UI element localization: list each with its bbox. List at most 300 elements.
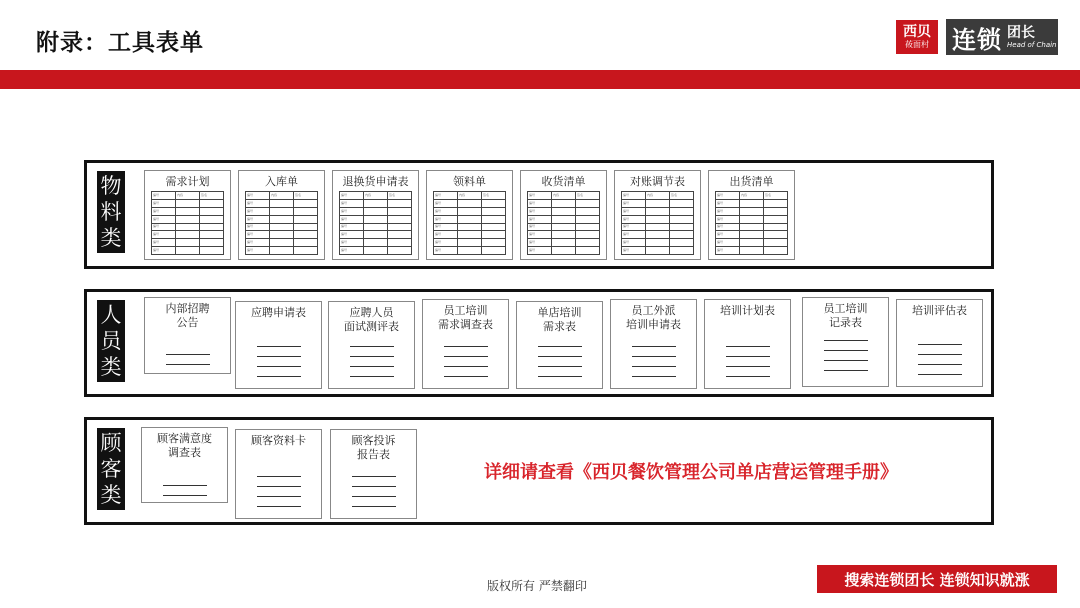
table-cell: 编号 <box>434 231 458 239</box>
section-label-char: 客 <box>100 457 122 481</box>
form-card-title: 单店培训 <box>537 306 582 319</box>
table-row <box>152 239 224 247</box>
table-cell: 编号 <box>434 247 458 255</box>
table-row <box>152 207 224 215</box>
table-cell: 编号 <box>622 199 646 207</box>
table-cell <box>294 223 318 231</box>
table-cell: 编号 <box>246 239 270 247</box>
table-cell <box>458 199 482 207</box>
blank-line <box>538 356 582 357</box>
table-cell: 编号 <box>528 239 552 247</box>
blank-lines <box>142 485 227 505</box>
table-cell: 编号 <box>152 199 176 207</box>
table-cell <box>646 215 670 223</box>
liansuo-logo <box>946 19 1058 55</box>
table-cell: 编号 <box>152 247 176 255</box>
table-row <box>622 215 694 223</box>
mini-table <box>715 191 788 255</box>
table-cell: 编号 <box>622 215 646 223</box>
table-cell <box>482 247 506 255</box>
blank-line <box>257 476 301 477</box>
table-cell: 编号 <box>340 231 364 239</box>
form-card-title: 内部招聘 <box>165 302 210 315</box>
form-card-title: 应聘人员 <box>349 306 394 319</box>
table-cell: 编号 <box>528 247 552 255</box>
table-row <box>340 215 412 223</box>
table-row <box>716 247 788 255</box>
table-cell: 内容 <box>740 192 764 200</box>
table-row <box>622 223 694 231</box>
form-card <box>330 429 417 519</box>
xibei-logo <box>896 20 938 54</box>
table-row <box>716 199 788 207</box>
blank-line <box>918 364 962 365</box>
table-cell: 编号 <box>528 199 552 207</box>
table-cell <box>364 247 388 255</box>
mini-table-grid <box>621 191 694 255</box>
table-row <box>528 215 600 223</box>
blank-lines <box>236 346 321 386</box>
table-cell <box>482 239 506 247</box>
table-cell: 签名 <box>388 192 412 200</box>
table-cell <box>740 199 764 207</box>
table-row <box>152 192 224 200</box>
table-cell <box>294 199 318 207</box>
table-cell <box>646 247 670 255</box>
table-cell <box>270 207 294 215</box>
blank-line <box>632 346 676 347</box>
blank-line <box>824 360 868 361</box>
table-cell: 编号 <box>152 231 176 239</box>
table-cell <box>764 247 788 255</box>
table-cell: 编号 <box>434 192 458 200</box>
xibei-logo-text: 西贝 <box>903 24 931 40</box>
blank-line <box>632 376 676 377</box>
table-cell <box>482 207 506 215</box>
table-cell <box>364 199 388 207</box>
table-cell <box>270 223 294 231</box>
blank-line <box>352 476 396 477</box>
blank-line <box>352 506 396 507</box>
form-card-title: 需求计划 <box>165 175 210 188</box>
table-row <box>434 231 506 239</box>
table-cell <box>764 215 788 223</box>
table-cell <box>576 223 600 231</box>
table-cell <box>270 215 294 223</box>
xibei-logo-subtext: 莜面村 <box>905 40 929 49</box>
blank-line <box>726 366 770 367</box>
table-cell <box>552 247 576 255</box>
table-cell: 编号 <box>434 215 458 223</box>
blank-lines <box>705 346 790 386</box>
table-cell <box>364 215 388 223</box>
table-cell <box>576 247 600 255</box>
table-cell: 编号 <box>246 199 270 207</box>
table-cell: 编号 <box>152 223 176 231</box>
table-cell <box>458 207 482 215</box>
form-card <box>144 170 231 260</box>
blank-line <box>350 376 394 377</box>
blank-line <box>632 356 676 357</box>
table-row <box>528 192 600 200</box>
table-cell <box>176 239 200 247</box>
table-row <box>246 207 318 215</box>
table-cell: 内容 <box>458 192 482 200</box>
table-row <box>340 239 412 247</box>
table-cell <box>200 247 224 255</box>
table-cell <box>200 215 224 223</box>
table-cell <box>200 223 224 231</box>
table-cell <box>552 199 576 207</box>
table-cell <box>764 239 788 247</box>
form-card-title: 领料单 <box>453 175 486 188</box>
blank-line <box>257 356 301 357</box>
table-cell: 编号 <box>716 207 740 215</box>
table-cell: 编号 <box>152 207 176 215</box>
table-cell: 编号 <box>622 231 646 239</box>
table-cell <box>458 231 482 239</box>
blank-line <box>918 374 962 375</box>
blank-line <box>726 376 770 377</box>
table-cell: 编号 <box>340 192 364 200</box>
liansuo-logo-en: Head of Chain <box>1007 40 1057 49</box>
table-cell <box>200 239 224 247</box>
form-card <box>144 297 231 374</box>
form-card <box>708 170 795 260</box>
table-cell <box>740 215 764 223</box>
form-card <box>520 170 607 260</box>
table-cell: 编号 <box>340 239 364 247</box>
table-row <box>340 199 412 207</box>
mini-table-grid <box>151 191 224 255</box>
table-cell <box>176 199 200 207</box>
table-cell: 内容 <box>646 192 670 200</box>
table-cell <box>482 215 506 223</box>
form-card <box>422 299 509 389</box>
blank-line <box>444 356 488 357</box>
table-cell: 内容 <box>552 192 576 200</box>
form-card <box>238 170 325 260</box>
table-cell: 编号 <box>622 207 646 215</box>
table-cell <box>482 199 506 207</box>
table-cell <box>200 207 224 215</box>
table-row <box>434 247 506 255</box>
table-row <box>528 239 600 247</box>
form-card-title: 调查表 <box>168 446 201 459</box>
table-cell: 签名 <box>482 192 506 200</box>
table-cell <box>670 199 694 207</box>
table-cell <box>670 215 694 223</box>
table-cell: 签名 <box>200 192 224 200</box>
table-row <box>622 207 694 215</box>
table-cell <box>764 199 788 207</box>
form-card-title: 员工培训 <box>823 302 868 315</box>
mini-table-grid <box>245 191 318 255</box>
form-card-title: 培训计划表 <box>720 304 775 317</box>
table-row <box>622 247 694 255</box>
table-row <box>528 199 600 207</box>
blank-line <box>444 346 488 347</box>
section-personnel <box>84 289 994 397</box>
table-row <box>528 231 600 239</box>
form-card-title: 收货清单 <box>541 175 586 188</box>
blank-line <box>538 376 582 377</box>
mini-table <box>339 191 412 255</box>
table-cell <box>552 231 576 239</box>
blank-line <box>350 356 394 357</box>
section-label-char: 物 <box>100 174 122 198</box>
form-card <box>328 301 415 389</box>
table-cell <box>576 239 600 247</box>
table-row <box>246 215 318 223</box>
form-card <box>235 301 322 389</box>
table-cell: 编号 <box>152 239 176 247</box>
blank-line <box>163 485 207 486</box>
table-cell <box>740 239 764 247</box>
table-row <box>246 223 318 231</box>
table-row <box>340 207 412 215</box>
table-cell <box>176 231 200 239</box>
table-cell: 编号 <box>622 223 646 231</box>
table-row <box>340 247 412 255</box>
table-cell <box>388 199 412 207</box>
mini-table <box>433 191 506 255</box>
table-cell: 编号 <box>622 239 646 247</box>
table-cell: 内容 <box>176 192 200 200</box>
blank-line <box>824 340 868 341</box>
blank-line <box>726 356 770 357</box>
table-cell <box>552 215 576 223</box>
table-row <box>340 223 412 231</box>
liansuo-logo-right <box>1007 26 1057 49</box>
table-cell <box>364 231 388 239</box>
blank-lines <box>803 340 888 380</box>
table-cell <box>764 207 788 215</box>
table-row <box>716 192 788 200</box>
table-cell: 编号 <box>246 215 270 223</box>
mini-table-grid <box>715 191 788 255</box>
blank-line <box>444 366 488 367</box>
table-cell: 编号 <box>340 215 364 223</box>
table-cell <box>364 239 388 247</box>
table-cell <box>646 239 670 247</box>
table-row <box>434 199 506 207</box>
table-cell: 编号 <box>246 231 270 239</box>
page-title: 附录：工具表单 <box>36 30 204 56</box>
table-cell: 编号 <box>622 192 646 200</box>
form-card-title: 记录表 <box>829 316 862 329</box>
mini-table <box>527 191 600 255</box>
section-label <box>97 428 125 510</box>
form-card-title: 对账调节表 <box>630 175 685 188</box>
table-cell: 编号 <box>434 199 458 207</box>
table-cell <box>176 215 200 223</box>
table-cell: 编号 <box>716 239 740 247</box>
table-cell <box>200 199 224 207</box>
table-row <box>152 215 224 223</box>
form-card <box>802 297 889 387</box>
form-card-title: 入库单 <box>265 175 298 188</box>
table-cell <box>576 207 600 215</box>
table-cell <box>482 231 506 239</box>
blank-line <box>824 350 868 351</box>
search-badge: 搜索连锁团长 连锁知识就涨 <box>817 565 1057 593</box>
form-card-title: 员工外派 <box>631 304 676 317</box>
table-cell: 编号 <box>716 223 740 231</box>
blank-line <box>166 354 210 355</box>
table-cell <box>740 247 764 255</box>
table-row <box>340 192 412 200</box>
table-cell: 编号 <box>434 239 458 247</box>
table-cell: 编号 <box>340 247 364 255</box>
mini-table <box>621 191 694 255</box>
form-card-title: 出货清单 <box>729 175 774 188</box>
table-row <box>434 207 506 215</box>
table-cell: 编号 <box>528 223 552 231</box>
blank-line <box>257 496 301 497</box>
section-label <box>97 171 125 253</box>
table-cell <box>740 223 764 231</box>
form-card <box>704 299 791 389</box>
table-row <box>340 231 412 239</box>
form-card-title: 顾客资料卡 <box>251 434 306 447</box>
table-cell <box>552 239 576 247</box>
table-cell: 编号 <box>246 223 270 231</box>
table-cell: 编号 <box>622 247 646 255</box>
form-card-title: 需求表 <box>543 320 576 333</box>
table-cell: 编号 <box>716 215 740 223</box>
table-row <box>622 199 694 207</box>
table-cell <box>458 239 482 247</box>
blank-line <box>257 366 301 367</box>
blank-lines <box>517 346 602 386</box>
form-card <box>235 429 322 519</box>
table-row <box>246 231 318 239</box>
table-cell <box>176 223 200 231</box>
table-row <box>152 247 224 255</box>
table-cell: 签名 <box>294 192 318 200</box>
table-cell <box>764 231 788 239</box>
blank-lines <box>611 346 696 386</box>
table-row <box>716 207 788 215</box>
form-card-title: 顾客满意度 <box>157 432 212 445</box>
table-row <box>434 192 506 200</box>
table-cell <box>646 231 670 239</box>
table-cell <box>646 223 670 231</box>
mini-table <box>245 191 318 255</box>
table-cell <box>270 239 294 247</box>
form-card <box>610 299 697 389</box>
table-cell <box>388 223 412 231</box>
table-cell: 签名 <box>764 192 788 200</box>
table-cell <box>294 247 318 255</box>
table-cell: 编号 <box>434 223 458 231</box>
table-cell: 编号 <box>716 231 740 239</box>
table-row <box>434 215 506 223</box>
table-row <box>716 239 788 247</box>
section-label-char: 人 <box>100 303 122 327</box>
blank-line <box>257 506 301 507</box>
table-row <box>622 231 694 239</box>
blank-line <box>918 354 962 355</box>
table-cell <box>270 247 294 255</box>
table-cell: 内容 <box>270 192 294 200</box>
table-row <box>152 223 224 231</box>
table-cell: 编号 <box>246 207 270 215</box>
table-cell: 编号 <box>340 207 364 215</box>
blank-line <box>444 376 488 377</box>
form-card-title: 公告 <box>176 316 199 329</box>
table-cell <box>646 207 670 215</box>
form-card <box>614 170 701 260</box>
table-cell <box>388 247 412 255</box>
blank-line <box>166 364 210 365</box>
blank-lines <box>145 354 230 374</box>
copyright-text: 版权所有 严禁翻印 <box>487 579 587 593</box>
table-cell <box>670 231 694 239</box>
liansuo-logo-text: 连锁 <box>952 25 1002 54</box>
table-cell <box>670 247 694 255</box>
form-card <box>896 299 983 387</box>
blank-lines <box>423 346 508 386</box>
table-cell: 编号 <box>528 207 552 215</box>
form-card <box>516 301 603 389</box>
section-label-char: 料 <box>100 200 122 224</box>
table-row <box>716 231 788 239</box>
table-row <box>622 239 694 247</box>
table-cell <box>388 215 412 223</box>
table-cell <box>458 215 482 223</box>
form-card-title: 退换货申请表 <box>342 175 409 188</box>
table-cell <box>364 223 388 231</box>
table-row <box>528 207 600 215</box>
table-cell <box>388 231 412 239</box>
table-row <box>246 199 318 207</box>
table-cell: 编号 <box>528 215 552 223</box>
table-cell <box>388 239 412 247</box>
blank-lines <box>236 476 321 516</box>
form-card-title: 顾客投诉 <box>351 434 396 447</box>
table-row <box>246 247 318 255</box>
table-cell <box>294 231 318 239</box>
table-cell <box>670 207 694 215</box>
table-cell: 编号 <box>434 207 458 215</box>
table-row <box>622 192 694 200</box>
table-cell <box>176 247 200 255</box>
table-row <box>246 239 318 247</box>
table-cell <box>176 207 200 215</box>
table-cell <box>552 207 576 215</box>
form-card-title: 报告表 <box>357 448 390 461</box>
table-row <box>528 223 600 231</box>
table-cell <box>458 223 482 231</box>
table-cell: 编号 <box>528 231 552 239</box>
table-cell: 编号 <box>716 247 740 255</box>
blank-line <box>350 366 394 367</box>
table-cell <box>270 199 294 207</box>
section-label <box>97 300 125 382</box>
table-cell: 编号 <box>246 247 270 255</box>
table-cell: 编号 <box>152 215 176 223</box>
mini-table <box>151 191 224 255</box>
table-row <box>716 223 788 231</box>
blank-lines <box>897 344 982 384</box>
table-cell <box>200 231 224 239</box>
table-row <box>528 247 600 255</box>
table-cell <box>552 223 576 231</box>
blank-line <box>726 346 770 347</box>
section-label-char: 类 <box>100 483 122 507</box>
